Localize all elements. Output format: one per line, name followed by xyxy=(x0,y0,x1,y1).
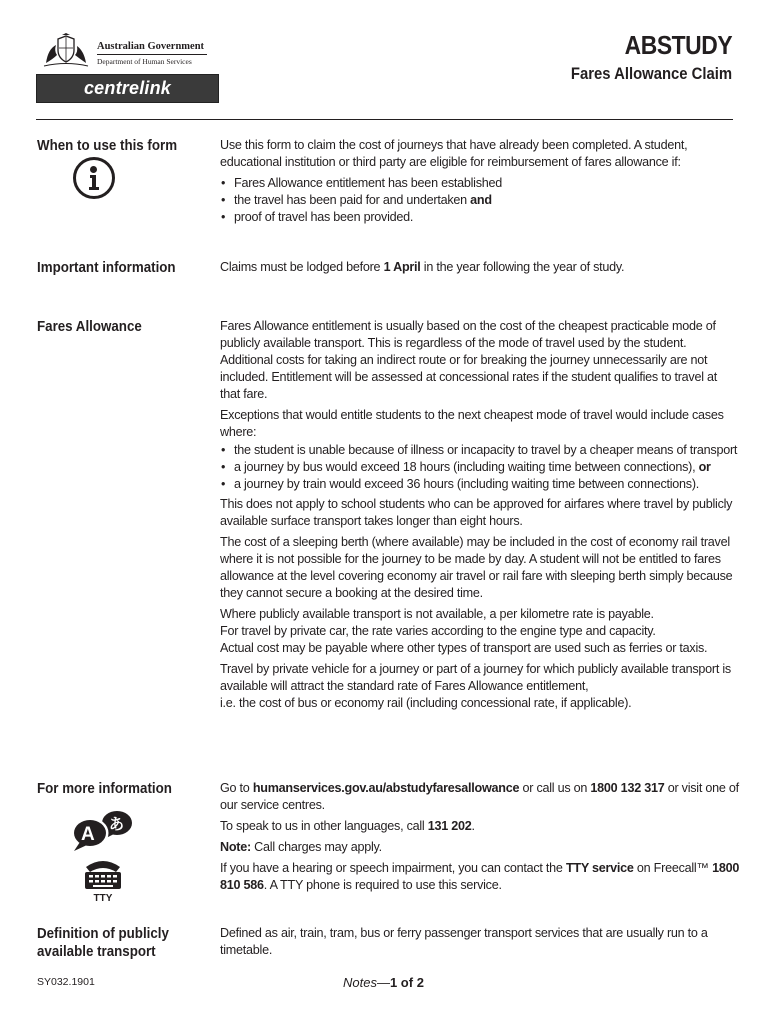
paragraph: Note: Call charges may apply. xyxy=(220,840,382,854)
phone-number: 1800 810 586 xyxy=(220,861,740,892)
list-item: • a journey by bus would exceed 18 hours (including waiting time between connections), or xyxy=(220,459,740,476)
website-link[interactable]: humanservices.gov.au/abstudyfaresallowance xyxy=(252,781,520,795)
language-icon xyxy=(70,809,136,853)
paragraph: Travel by private vehicle for a journey or part of a journey for which publicly available transport is available will attract the standard rate of Fares Allowance entitlement, i.e. the cost of bus or economy rail (including concessional rate, if applicable). xyxy=(220,662,731,710)
form-title: ABSTUDY xyxy=(624,30,732,60)
paragraph: Go to humanservices.gov.au/abstudyfaresallowance or call us on 1800 132 317 or visit one of our service centres. xyxy=(220,781,739,812)
coat-of-arms-icon xyxy=(40,33,92,69)
paragraph: Where publicly available transport is not available, a per kilometre rate is payable. For travel by private car, the rate varies according to the engine type and capacity. Actual cost may be payable where other types of transport are used such as ferries or taxis. xyxy=(220,607,708,655)
section-body xyxy=(220,925,740,963)
info-icon xyxy=(73,157,115,199)
centrelink-logo xyxy=(36,74,219,103)
exceptions-list xyxy=(220,442,740,493)
svg-text:A: A xyxy=(81,824,95,845)
paragraph: If you have a hearing or speech impairment, you can contact the TTY service on Freecall™ 1800 810 586. A TTY phone is required to use this service. xyxy=(220,861,740,892)
tty-label: TTY xyxy=(93,893,113,903)
government-name: Australian Government xyxy=(97,41,205,52)
government-divider xyxy=(97,54,207,55)
tty-icon xyxy=(80,855,126,903)
brand-name: centrelink xyxy=(83,78,172,98)
paragraph: The cost of a sleeping berth (where available) may be included in the cost of economy rail travel where it is not possible for the journey to be made by day. A student will not be entitled to fares allowance at the level covering economy air travel or rail fare with sleeping berth simply because they cannot secure a booking at the desired time. xyxy=(220,535,733,600)
page-indicator: Notes—1 of 2 xyxy=(343,975,424,990)
section-title: Fares Allowance xyxy=(37,319,142,335)
list-item: • the travel has been paid for and undertaken and xyxy=(220,192,740,209)
lodgement-deadline-text: Claims must be lodged before 1 April in the year following the year of study. xyxy=(220,260,625,274)
svg-text:あ: あ xyxy=(109,815,125,833)
paragraph: To speak to us in other languages, call 131 202. xyxy=(220,819,475,833)
eligibility-list xyxy=(220,175,740,226)
paragraph: Fares Allowance entitlement is usually based on the cost of the cheapest practicable mode of publicly available transport. This is regardless of the mode of travel used by the student. Additional costs for taking an indirect route or for breaking the journey unnecessarily are not included. Entitlement will be assessed at concessional rates if the student qualifies to travel at that fare. xyxy=(220,319,718,401)
list-item: • a journey by train would exceed 36 hours (including waiting time between connections). xyxy=(220,476,740,493)
page-header xyxy=(0,0,770,120)
department-name: Department of Human Services xyxy=(97,57,192,66)
form-subtitle: Fares Allowance Claim xyxy=(570,65,732,83)
paragraph: This does not apply to school students who can be approved for airfares where travel by publicly available surface transport takes longer than eight hours. xyxy=(220,497,733,528)
header-divider xyxy=(36,119,733,120)
section-title: Definition of publicly available transport xyxy=(37,926,169,960)
section-body xyxy=(220,318,740,716)
section-body xyxy=(220,780,740,898)
section-title: For more information xyxy=(37,781,172,797)
paragraph: Defined as air, train, tram, bus or ferry passenger transport services that are usually run to a timetable. xyxy=(220,926,708,957)
paragraph: Exceptions that would entitle students to the next cheapest mode of travel would include cases where: xyxy=(220,408,724,439)
section-body xyxy=(220,259,740,280)
phone-number: 131 202 xyxy=(427,819,472,833)
list-item: • proof of travel has been provided. xyxy=(220,209,740,226)
form-code: SY032.1901 xyxy=(37,976,95,988)
list-item: • the student is unable because of illness or incapacity to travel by a cheaper means of transport xyxy=(220,442,740,459)
section-title: When to use this form xyxy=(37,138,178,154)
phone-number: 1800 132 317 xyxy=(590,781,665,795)
section-body xyxy=(220,137,740,229)
section-title: Important information xyxy=(37,260,176,276)
intro-text: Use this form to claim the cost of journeys that have already been completed. A student, educational institution or third party are eligible for reimbursement of fares allowance if: xyxy=(220,138,688,169)
list-item: • Fares Allowance entitlement has been established xyxy=(220,175,740,192)
